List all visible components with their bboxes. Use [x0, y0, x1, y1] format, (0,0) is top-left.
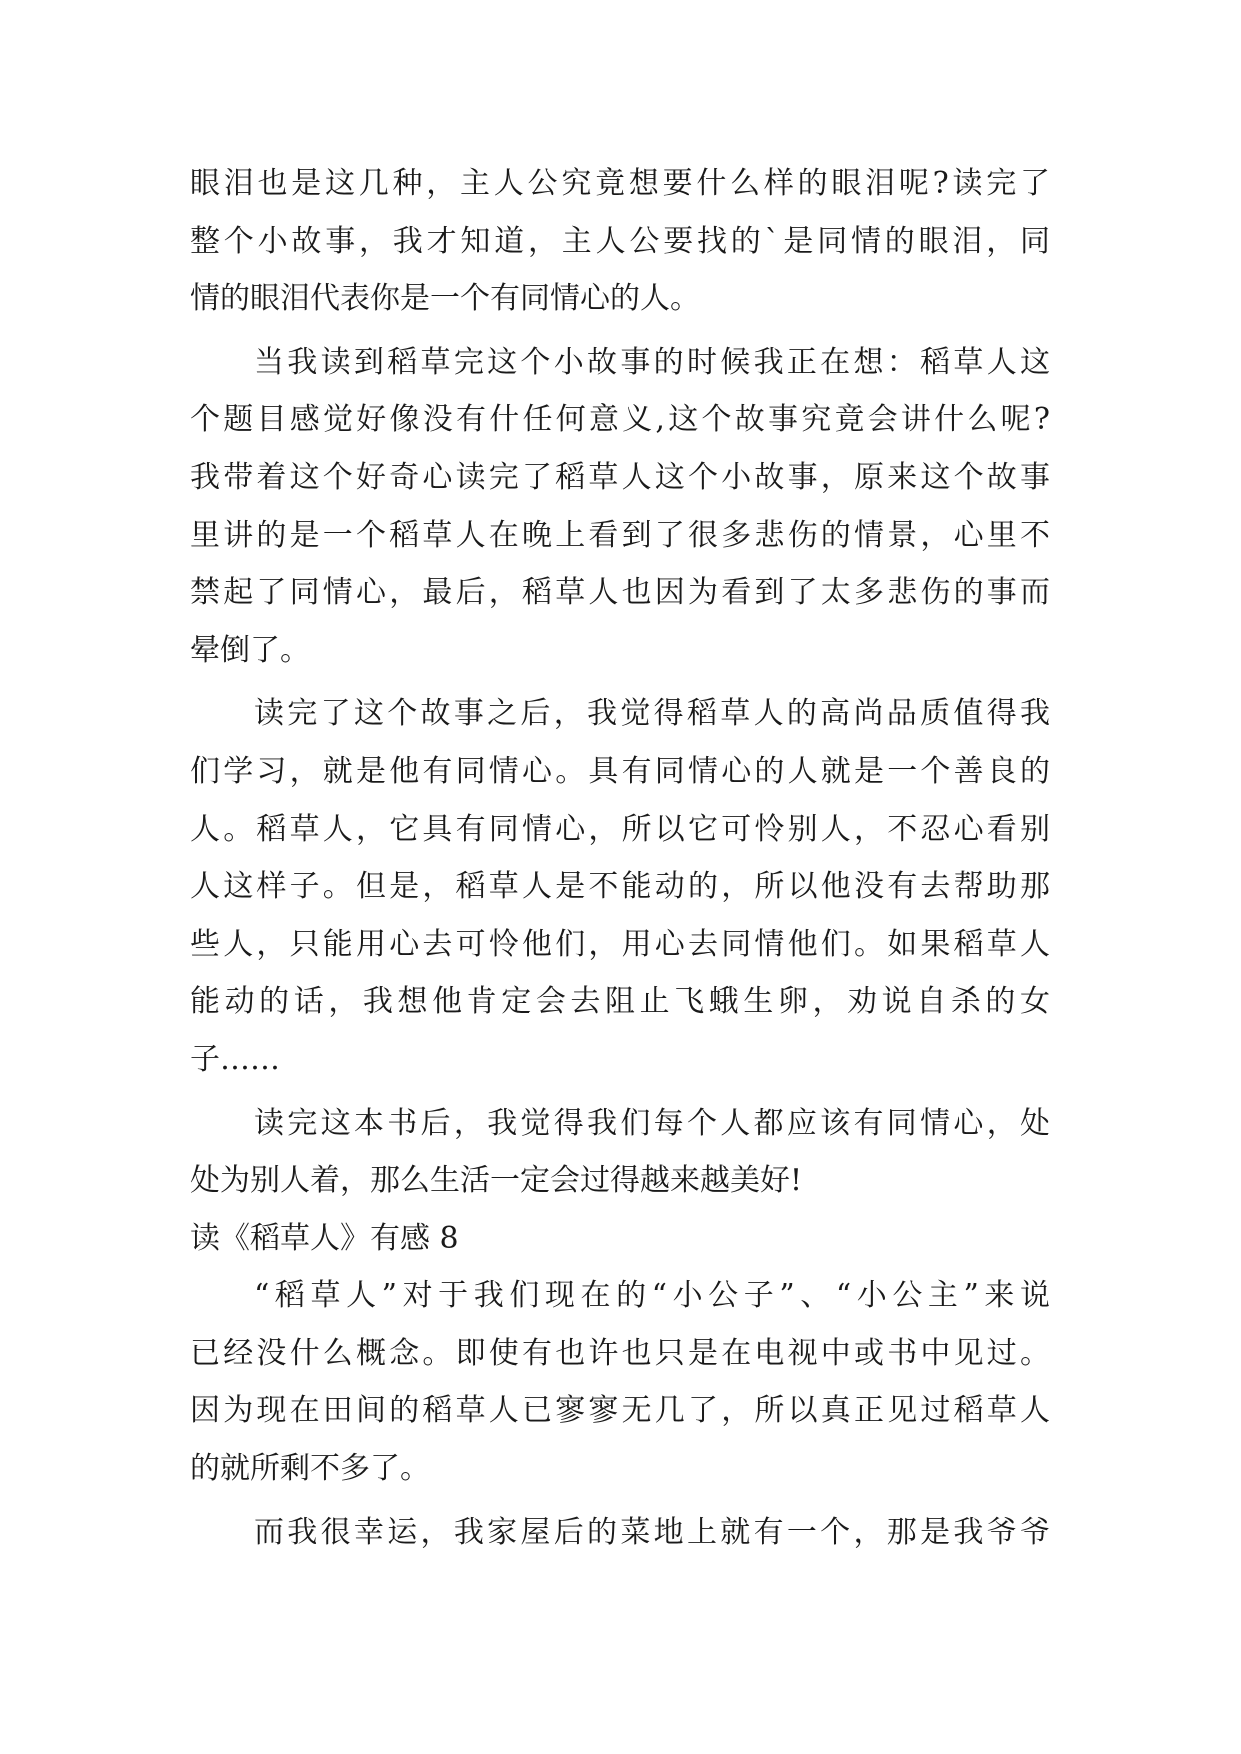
paragraph [190, 334, 1050, 680]
text-line: 情的眼泪代表你是一个有同情心的人。 [190, 281, 700, 317]
text-line: 的就所剩不多了。 [190, 1451, 430, 1487]
text-line: 里讲的是一个稻草人在晚上看到了很多悲伤的情景，心里不 [190, 517, 1050, 553]
text-line: 人。稻草人，它具有同情心，所以它可怜别人，不忍心看别 [190, 811, 1050, 847]
text-line: 我带着这个好奇心读完了稻草人这个小故事，原来这个故事 [190, 459, 1050, 495]
text-line: 而我很幸运，我家屋后的菜地上就有一个，那是我爷爷 [254, 1514, 1050, 1550]
text-line: 读完这本书后，我觉得我们每个人都应该有同情心，处 [254, 1105, 1050, 1141]
text-line: 因为现在田间的稻草人已寥寥无几了，所以真正见过稻草人 [190, 1393, 1050, 1429]
text-line: 处为别人着，那么生活一定会过得越来越美好! [190, 1163, 803, 1199]
text-line: 眼泪也是这几种，主人公究竟想要什么样的眼泪呢?读完了 [190, 166, 1050, 201]
paragraph [190, 1504, 1050, 1562]
text-line: 们学习，就是他有同情心。具有同情心的人就是一个善良的 [190, 753, 1050, 789]
paragraph [190, 1095, 1050, 1210]
text-line: 子…… [190, 1041, 280, 1077]
text-line: 能动的话，我想他肯定会去阻止飞蛾生卵，劝说自杀的女 [190, 984, 1050, 1020]
paragraph [190, 1267, 1050, 1497]
text-line: 个题目感觉好像没有什任何意义,这个故事究竟会讲什么呢? [190, 402, 1050, 438]
document-body [190, 155, 1050, 1561]
section-heading: 读《稻草人》有感 8 [190, 1220, 459, 1256]
text-line: 已经没什么概念。即使有也许也只是在电视中或书中见过。 [190, 1335, 1050, 1371]
paragraph [190, 155, 1050, 328]
text-line: 整个小故事，我才知道，主人公要找的`是同情的眼泪，同 [190, 223, 1050, 259]
text-line: “稻草人”对于我们现在的“小公子”、“小公主”来说 [254, 1278, 1050, 1314]
text-line: 禁起了同情心，最后，稻草人也因为看到了太多悲伤的事而 [190, 575, 1050, 611]
text-line: 晕倒了。 [190, 632, 310, 668]
text-line: 当我读到稻草完这个小故事的时候我正在想：稻草人这 [254, 344, 1050, 380]
text-line: 读完了这个故事之后，我觉得稻草人的高尚品质值得我 [254, 696, 1050, 732]
text-line: 人这样子。但是，稻草人是不能动的，所以他没有去帮助那 [190, 869, 1050, 905]
paragraph [190, 685, 1050, 1088]
text-line: 些人，只能用心去可怜他们，用心去同情他们。如果稻草人 [190, 926, 1050, 962]
